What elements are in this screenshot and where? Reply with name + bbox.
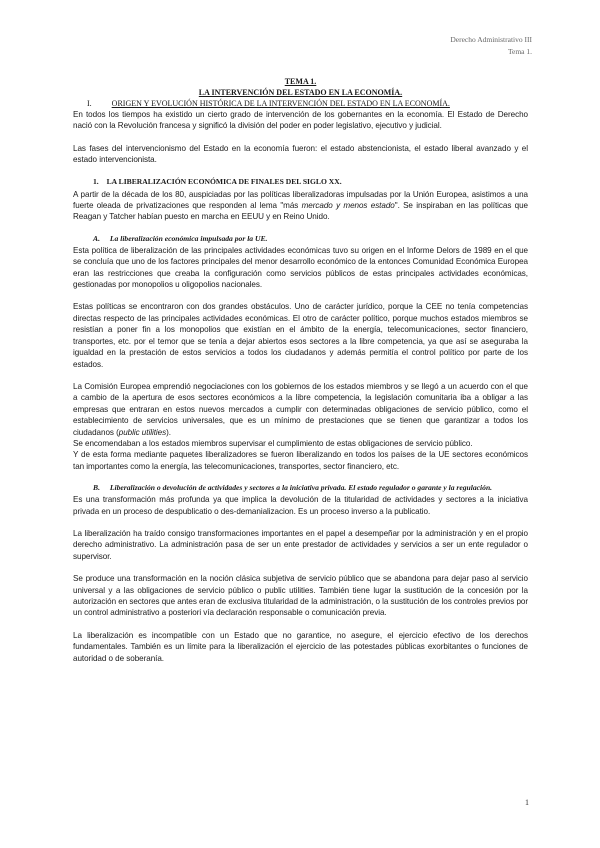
section-heading (73, 98, 528, 109)
item-b-letter: B. (93, 483, 100, 493)
paragraph: Y de esta forma mediante paquetes liberalizadores se fueron liberalizando en todos los países de la UE sectores económicos tan importantes como la energía, las telecomunicaciones, transportes, sector financiero, etc. (73, 450, 528, 471)
paragraph (73, 189, 528, 223)
page-number: 1 (525, 798, 529, 807)
paragraph: Esta política de liberalización de las principales actividades económicas tuvo su origen en el Informe Delors de 1989 en el que se concluía que uno de los factores principales del menor desarrollo económico de la entonces Comunidad Económica Europea eran las restricciones que creaba la configuración como servicios públicos de estas principales actividades económicas, gestionadas por monopolios u oligopolios nacionales. (73, 245, 528, 290)
italic-run: mercado y menos estado (301, 201, 395, 211)
italic-run: public utilities (118, 427, 167, 437)
text-run: ). (166, 427, 171, 437)
paragraph (73, 381, 528, 438)
paragraph: Es una transformación más profunda ya que implica la devolución de la titularidad de actividades y sectores a la iniciativa privada en un proceso de despublicatio o des-demanializacion. Es un proceso inverso a la publicatio. (73, 495, 528, 516)
paragraph: En todos los tiempos ha existido un cierto grado de intervención de los gobernantes en la economía. El Estado de Derecho nació con la Revolución francesa y significó la división del poder en poder legislativo, ejecutivo y judicial. (73, 110, 528, 131)
item-a-letter: A. (93, 233, 100, 243)
running-header (450, 34, 532, 58)
section-title: ORIGEN Y EVOLUCIÓN HISTÓRICA DE LA INTERVENCIÓN DEL ESTADO EN LA ECONOMÍA. (111, 99, 450, 108)
text-run: A partir de la década de los 80, auspiciadas por las políticas liberalizadoras impulsadas por la Unión Europea, asistimos a una fuerte oleada de privatizaciones que responden al lema "más (73, 189, 528, 211)
document-body (73, 76, 528, 664)
item-b-heading (73, 482, 528, 493)
text-run: La Comisión Europea emprendió negociaciones con los gobiernos de los estados miembros y se llegó a un acuerdo con el que a cambio de la apertura de esos sectores económicos a la libre competencia, la legislación comunitaria iba a obligar a las empresas que entraran en estos nuevos mercados a cumplir con determinadas obligaciones de servicio público, como el establecimiento de servicios universales, que es un mínimo de prestaciones que se tienen que garantizar a todos los ciudadanos ( (73, 381, 528, 437)
header-topic: Tema 1. (507, 47, 532, 56)
item-a-heading (73, 233, 528, 244)
subsection-number: 1. (93, 176, 99, 186)
subsection-heading (73, 176, 528, 187)
paragraph: La liberalización es incompatible con un Estado que no garantice, no asegure, el ejercicio efectivo de los derechos fundamentales. También es un límite para la liberalización el ejercicio de las potestades públicas exorbitantes o funciones de autoridad o de soberanía. (73, 630, 528, 663)
paragraph: Estas políticas se encontraron con dos grandes obstáculos. Uno de carácter jurídico, porque la CEE no tenía competencias directas respecto de las principales actividades económicas. El otro de carácter político, porque muchos estados miembros se resistían a poner fin a los monopolios que existían en el ámbito de la energía, telecomunicaciones, sector financiero, transportes, etc. por el temor que se tenía a dejar abiertos esos sectores a la libre competencia, ya que así se aseguraba la igualdad en la prestación de estos servicios a todos los ciudadanos y además permitía el control político por parte de los estados. (73, 302, 528, 369)
paragraph: Se produce una transformación en la noción clásica subjetiva de servicio público que se abandona para dejar paso al servicio universal y a las obligaciones de servicio público o public utilities. También tiene lugar la sustitución de la concesión por la autorización en sectores que antes eran de exclusiva titularidad de la administración, o la sustitución de los controles previos por un control administrativo a posteriori vía declaración responsable o comunicación previa. (73, 574, 529, 618)
text-run: ". Se inspiraban en las políticas que Reagan y Tatcher habían puesto en marcha en EEUU y en Reino Unido. (73, 201, 529, 222)
tema-heading: TEMA 1. (284, 77, 317, 86)
header-course: Derecho Administrativo III (450, 35, 532, 44)
section-number: I. (87, 99, 92, 108)
paragraph: La liberalización ha traído consigo transformaciones importantes en el papel a desempeñar por la administración y en el propio derecho administrativo. La administración pasa de ser un ente prestador de actividades y servicios a ser un ente regulador o supervisor. (73, 528, 528, 561)
item-a-title: La liberalización económica impulsada por la UE. (109, 233, 268, 243)
paragraph: Las fases del intervencionismo del Estado en la economía fueron: el estado abstencionista, el estado liberal avanzado y el estado intervencionista. (73, 143, 528, 165)
subsection-title: LA LIBERALIZACIÓN ECONÓMICA DE FINALES DEL SIGLO XX. (106, 176, 342, 186)
item-b-title: Liberalización o devolución de actividades y sectores a la iniciativa privada. El estado regulador o garante y la regulación. (109, 483, 493, 493)
tema-title: LA INTERVENCIÓN DEL ESTADO EN LA ECONOMÍA. (198, 88, 403, 97)
paragraph: Se encomendaban a los estados miembros supervisar el cumplimiento de estas obligaciones de servicio público. (73, 438, 473, 448)
